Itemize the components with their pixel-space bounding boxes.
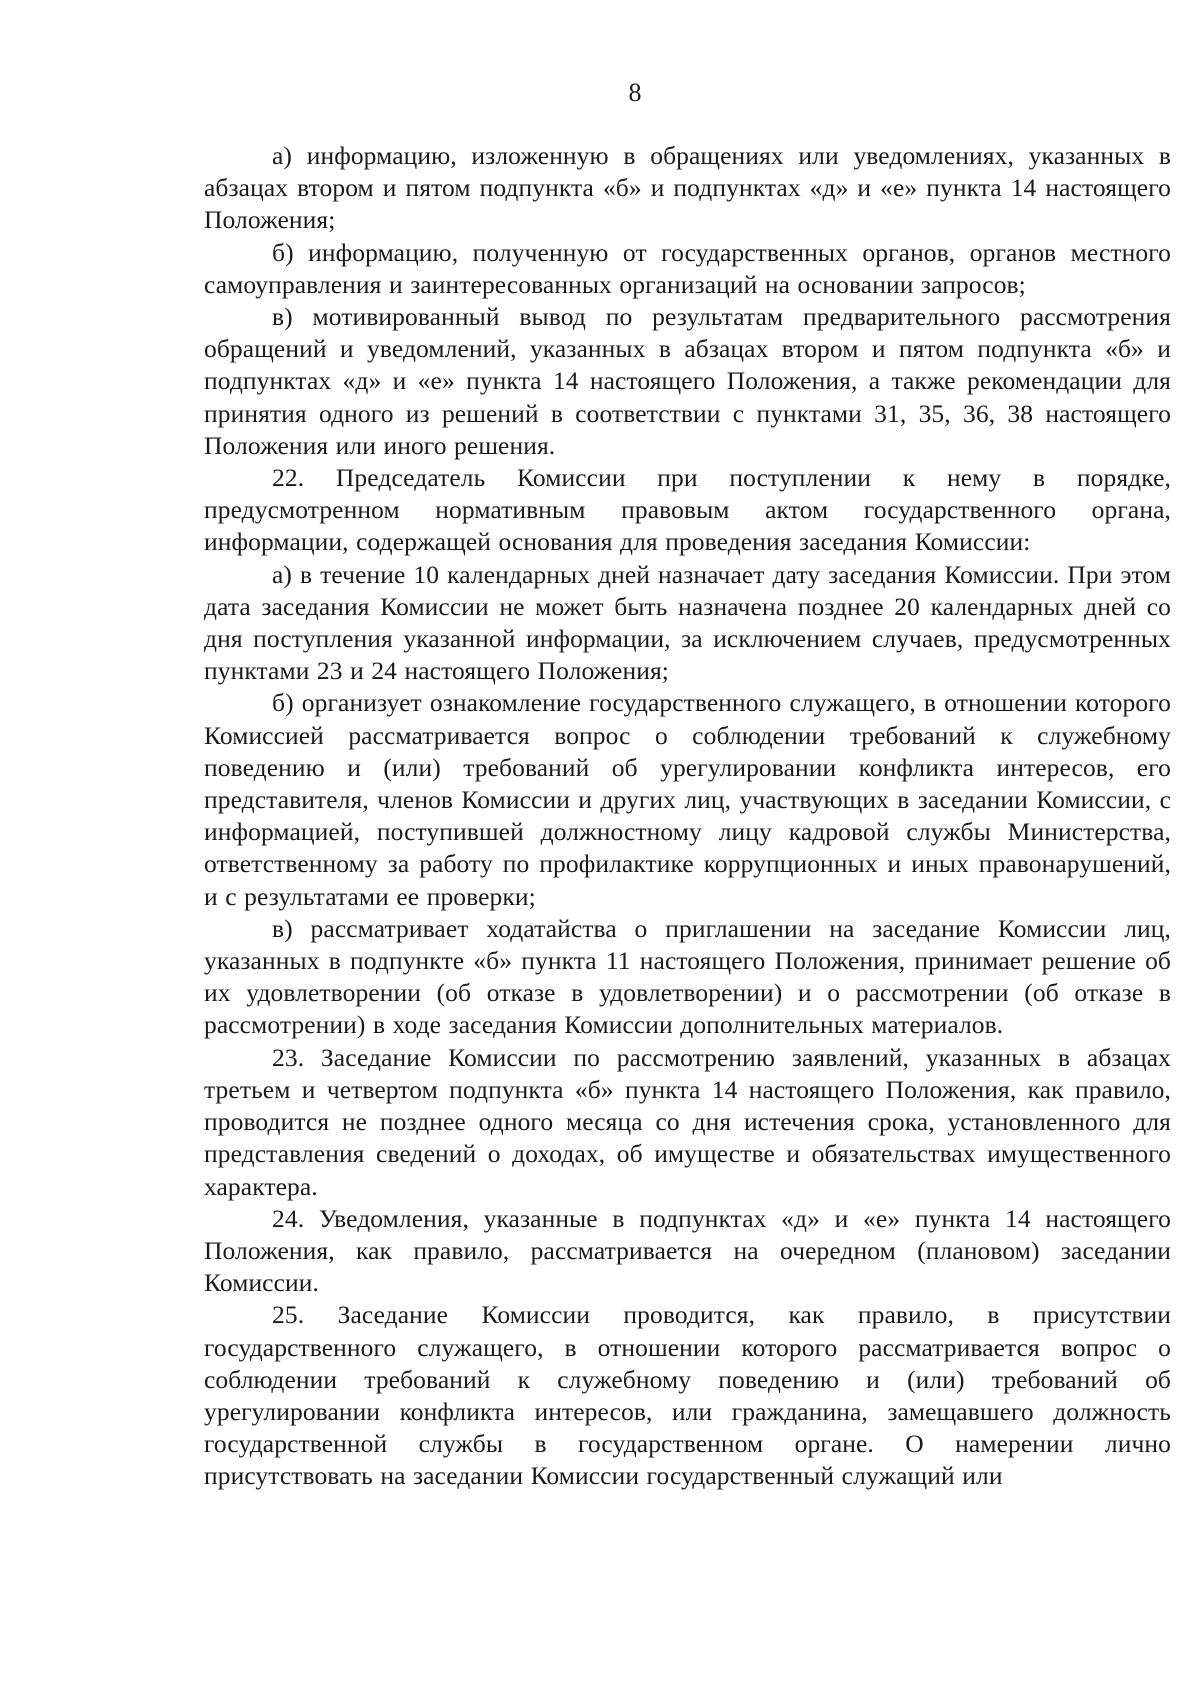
document-body: [204, 140, 1171, 1493]
paragraph-25: 25. Заседание Комиссии проводится, как правило, в присутствии государственного служащего, в отношении которого рассматривается вопрос о соблюдении требований к служебному поведению и (или) требований об урегулировании конфликта интересов, или гражданина, замещавшего должность государственной службы в государственном органе. О намерении лично присутствовать на заседании Комиссии государственный служащий или: [204, 1300, 1171, 1491]
paragraph-22a: а) в течение 10 календарных дней назначает дату заседания Комиссии. При этом дата заседания Комиссии не может быть назначена позднее 20 календарных дней со дня поступления указанной информации, за исключением случаев, предусмотренных пунктами 23 и 24 настоящего Положения;: [204, 559, 1171, 686]
paragraph-22b: б) организует ознакомление государственного служащего, в отношении которого Комиссией рассматривается вопрос о соблюдении требований к служебному поведению и (или) требований об урегулировании конфликта интересов, его представителя, членов Комиссии и других лиц, участвующих в заседании Комиссии, с информацией, поступившей должностному лицу кадровой службы Министерства, ответственному за работу по профилактике коррупционных и иных правонарушений, и с результатами ее проверки;: [204, 688, 1171, 911]
paragraph-22: 22. Председатель Комиссии при поступлении к нему в порядке, предусмотренном нормативным правовым актом государственного органа, информации, содержащей основания для проведения заседания Комиссии:: [204, 463, 1171, 557]
page-number: 8: [628, 78, 642, 107]
paragraph-23: 23. Заседание Комиссии по рассмотрению заявлений, указанных в абзацах третьем и четвертом подпункта «б» пункта 14 настоящего Положения, как правило, проводится не позднее одного месяца со дня истечения срока, установленного для представления сведений о доходах, об имуществе и обязательствах имущественного характера.: [204, 1042, 1171, 1201]
paragraph-24: 24. Уведомления, указанные в подпунктах «д» и «е» пункта 14 настоящего Положения, как правило, рассматривается на очередном (плановом) заседании Комиссии.: [204, 1203, 1171, 1298]
paragraph-21c: в) мотивированный вывод по результатам предварительного рассмотрения обращений и уведомлений, указанных в абзацах втором и пятом подпункта «б» и подпунктах «д» и «е» пункта 14 настоящего Положения, а также рекомендации для принятия одного из решений в соответствии с пунктами 31, 35, 36, 38 настоящего Положения или иного решения.: [204, 302, 1171, 460]
paragraph-21a: а) информацию, изложенную в обращениях или уведомлениях, указанных в абзацах втором и пятом подпункта «б» и подпунктах «д» и «е» пункта 14 настоящего Положения;: [204, 141, 1171, 235]
paragraph-22c: в) рассматривает ходатайства о приглашении на заседание Комиссии лиц, указанных в подпункте «б» пункта 11 настоящего Положения, принимает решение об их удовлетворении (об отказе в удовлетворении) и о рассмотрении (об отказе в рассмотрении) в ходе заседания Комиссии дополнительных материалов.: [204, 913, 1171, 1040]
paragraph-21b: б) информацию, полученную от государственных органов, органов местного самоуправления и заинтересованных организаций на основании запросов;: [204, 237, 1171, 299]
